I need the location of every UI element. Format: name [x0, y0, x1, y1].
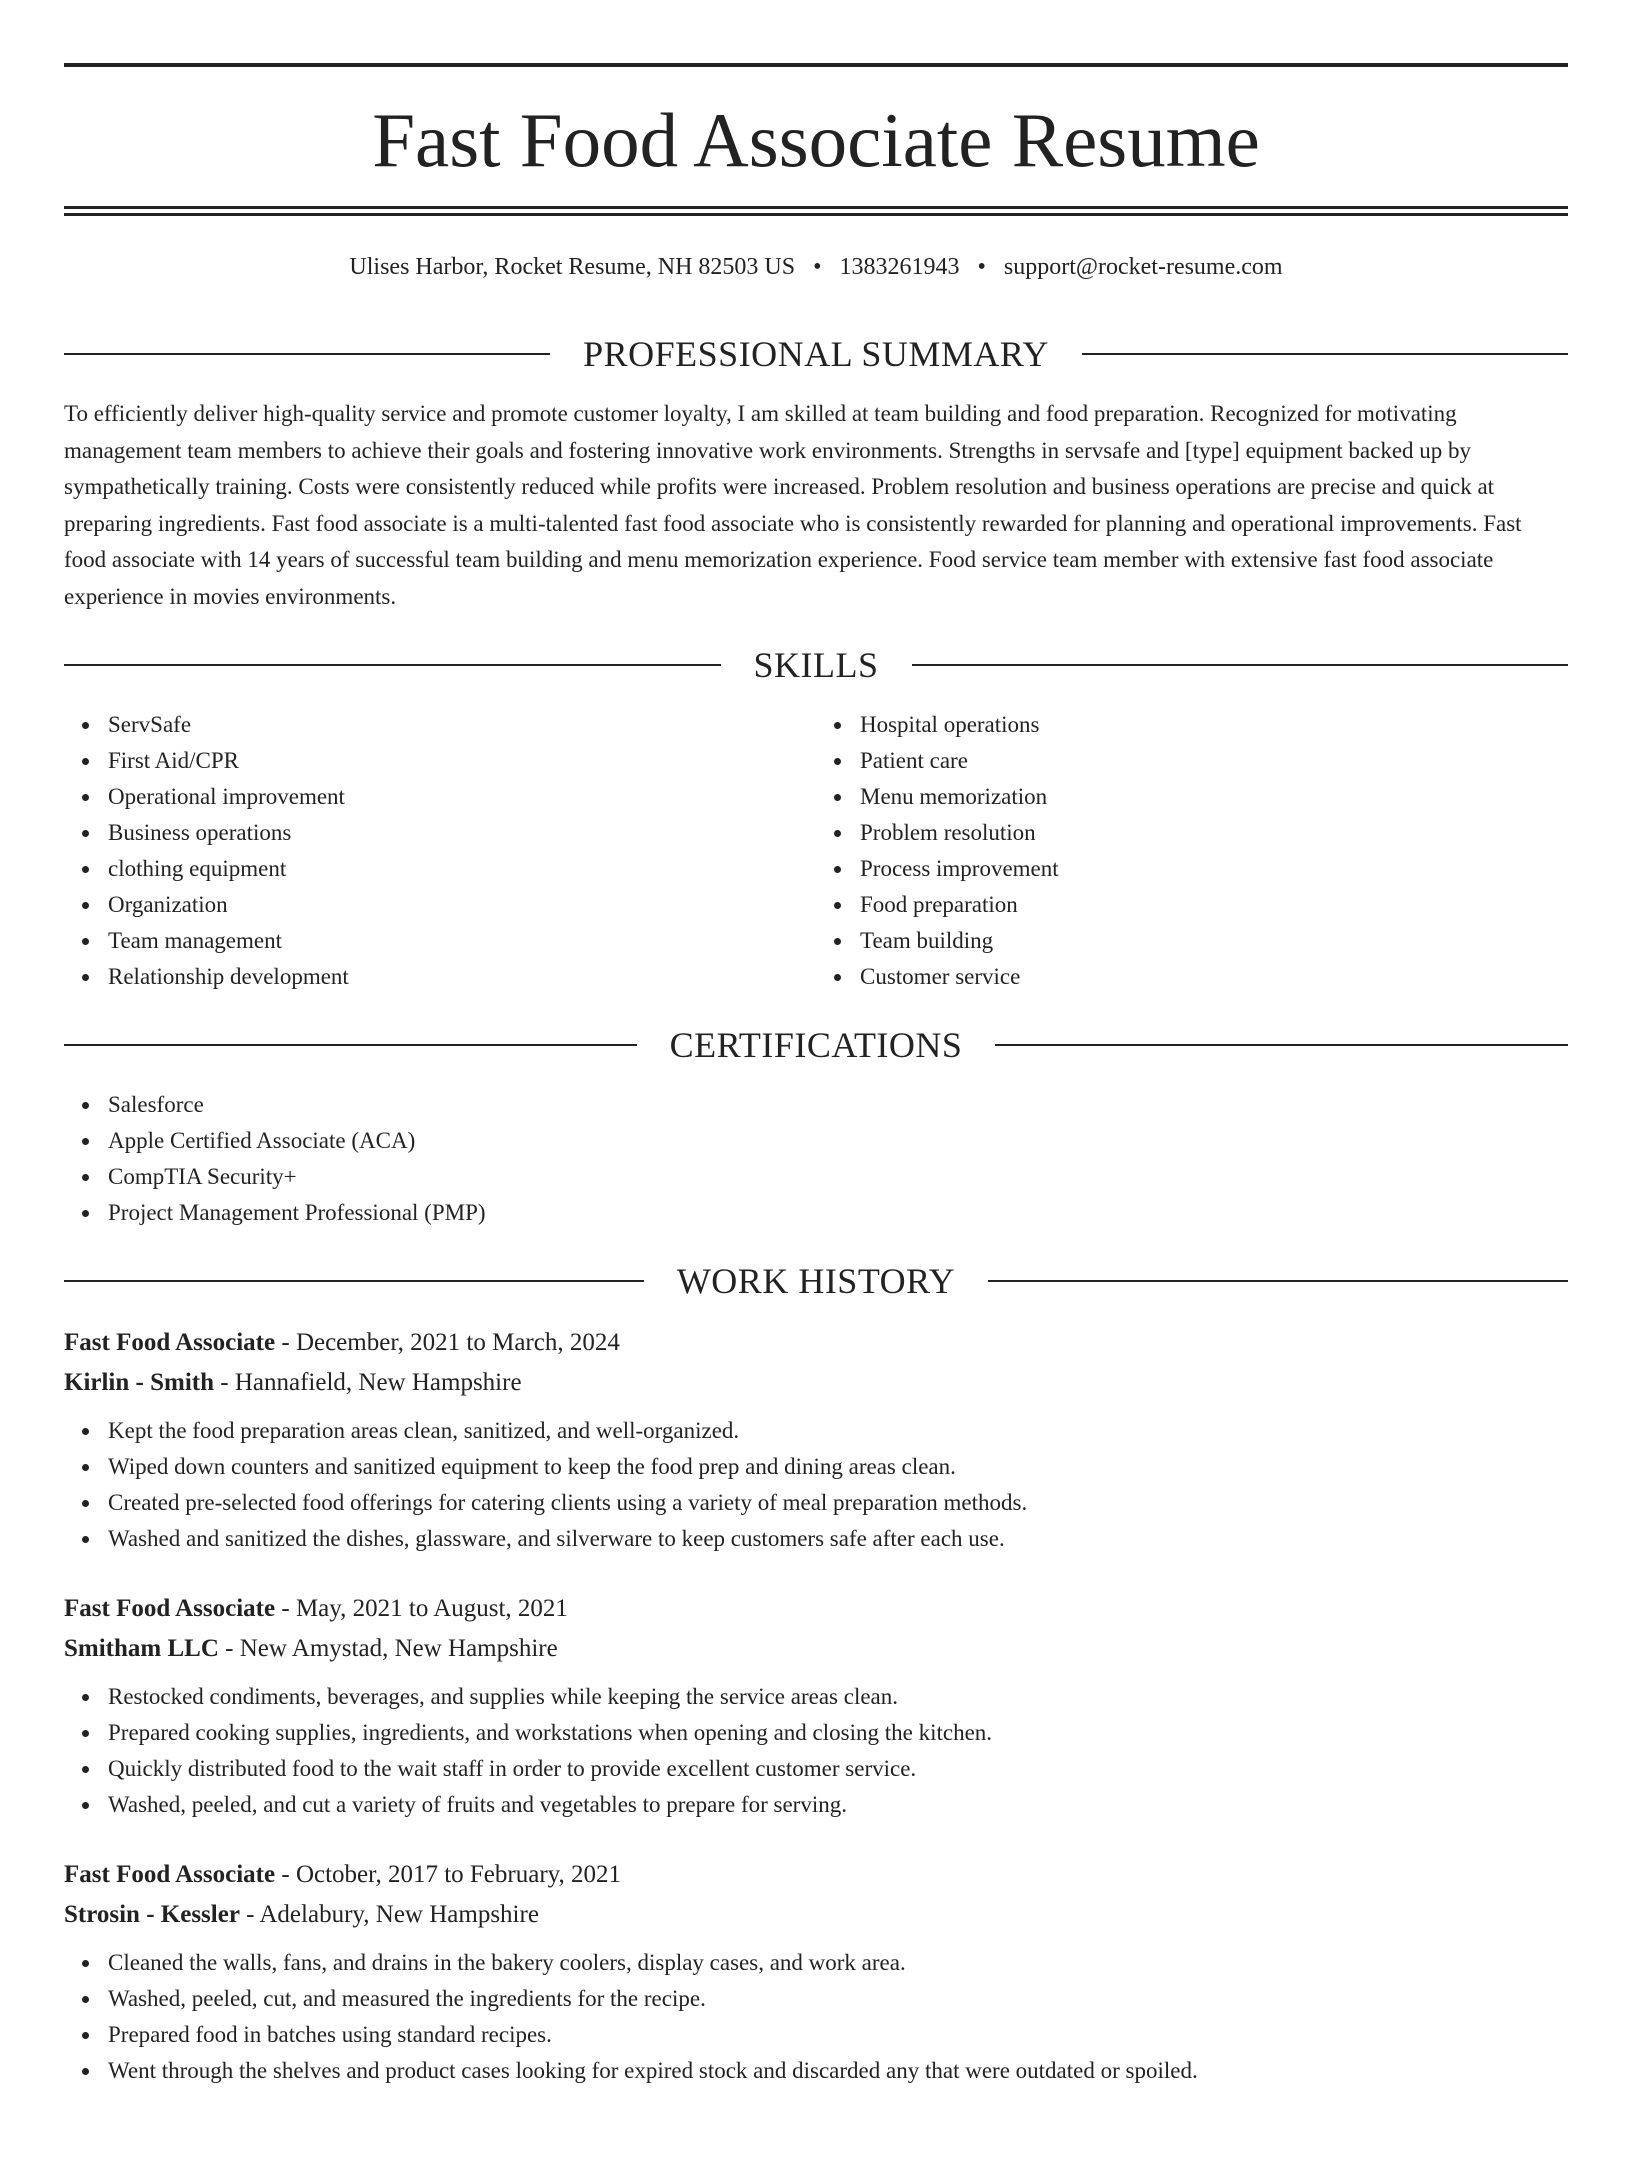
job-location: Adelabury, New Hampshire: [259, 1901, 539, 1928]
certifications-heading-text: CERTIFICATIONS: [669, 1025, 963, 1065]
job-bullet: Washed, peeled, and cut a variety of fruits and vegetables to prepare for serving.: [108, 1787, 1568, 1823]
heading-rule-left: [64, 1280, 644, 1282]
heading-rule-right: [912, 664, 1569, 666]
job-bullet: Kept the food preparation areas clean, sanitized, and well-organized.: [108, 1413, 1568, 1449]
skill-item: First Aid/CPR: [108, 743, 816, 779]
job-company: Smitham LLC: [64, 1635, 219, 1662]
skill-item: Customer service: [860, 959, 1568, 995]
job-company-line: Strosin - Kessler - Adelabury, New Hampshire: [64, 1901, 539, 1928]
certifications-list: [64, 1087, 1568, 1231]
job-entry: [64, 1855, 1568, 2089]
summary-text: To efficiently deliver high-quality service and promote customer loyalty, I am skilled at team building and food preparation. Recognized for motivating management team members to achieve their goals and fostering innovative work environments. Strengths in servsafe and [type] equipment backed up by sympathetically training. Costs were consistently reduced while profits were increased. Problem resolution and business operations are precise and quick at preparing ingredients. Fast food associate is a multi-talented fast food associate who is consistently rewarded for planning and operational improvements. Fast food associate with 14 years of successful team building and menu memorization experience. Food service team member with extensive fast food associate experience in movies environments.: [64, 401, 1522, 609]
job-company-line: Kirlin - Smith - Hannafield, New Hampshire: [64, 1369, 522, 1396]
skill-item: Hospital operations: [860, 707, 1568, 743]
work-history-heading: [64, 1261, 1568, 1301]
top-rule: [64, 63, 1568, 67]
skill-item: Menu memorization: [860, 779, 1568, 815]
work-history-heading-text: WORK HISTORY: [676, 1261, 956, 1301]
heading-rule-left: [64, 1044, 637, 1046]
title-double-rule: [64, 206, 1568, 216]
contact-line: [64, 252, 1568, 282]
job-bullet: Prepared food in batches using standard recipes.: [108, 2017, 1568, 2053]
contact-address: Ulises Harbor, Rocket Resume, NH 82503 US: [349, 254, 796, 280]
heading-rule-right: [995, 1044, 1568, 1046]
job-dates: December, 2021 to March, 2024: [295, 1329, 620, 1356]
skill-item: Team building: [860, 923, 1568, 959]
job-entry: [64, 1589, 1568, 1823]
contact-email: support@rocket-resume.com: [1003, 254, 1283, 280]
job-location: Hannafield, New Hampshire: [234, 1369, 522, 1396]
job-bullet: Cleaned the walls, fans, and drains in the bakery coolers, display cases, and work area.: [108, 1945, 1568, 1981]
job-bullet: Restocked condiments, beverages, and supplies while keeping the service areas clean.: [108, 1679, 1568, 1715]
job-dates: May, 2021 to August, 2021: [295, 1595, 568, 1622]
job-company: Strosin - Kessler: [64, 1901, 240, 1928]
skill-item: Problem resolution: [860, 815, 1568, 851]
job-company-line: Smitham LLC - New Amystad, New Hampshire: [64, 1635, 558, 1662]
job-bullets: [64, 1413, 1568, 1557]
skills-heading: [64, 645, 1568, 685]
skills-columns: [64, 707, 1568, 995]
resume-page: [0, 63, 1632, 2175]
job-bullets: [64, 1945, 1568, 2089]
certification-item: CompTIA Security+: [108, 1159, 1568, 1195]
job-dates: October, 2017 to February, 2021: [295, 1861, 622, 1888]
job-bullets: [64, 1679, 1568, 1823]
skills-heading-text: SKILLS: [753, 645, 879, 685]
job-location: New Amystad, New Hampshire: [239, 1635, 558, 1662]
certification-item: Salesforce: [108, 1087, 1568, 1123]
summary-heading: [64, 334, 1568, 374]
summary-heading-text: PROFESSIONAL SUMMARY: [583, 334, 1049, 374]
certifications-heading: [64, 1025, 1568, 1065]
certification-item: Project Management Professional (PMP): [108, 1195, 1568, 1231]
skill-item: Relationship development: [108, 959, 816, 995]
skill-item: Patient care: [860, 743, 1568, 779]
contact-separator: •: [813, 254, 822, 280]
contact-phone: 1383261943: [839, 254, 960, 280]
job-bullet: Prepared cooking supplies, ingredients, and workstations when opening and closing the kitchen.: [108, 1715, 1568, 1751]
heading-rule-left: [64, 664, 721, 666]
job-title-line: Fast Food Associate - October, 2017 to February, 2021: [64, 1861, 622, 1888]
job-title-line: Fast Food Associate - December, 2021 to March, 2024: [64, 1329, 620, 1356]
skills-list-right: [816, 707, 1568, 995]
skill-item: ServSafe: [108, 707, 816, 743]
skill-item: Food preparation: [860, 887, 1568, 923]
job-bullet: Quickly distributed food to the wait staff in order to provide excellent customer service.: [108, 1751, 1568, 1787]
job-bullet: Created pre-selected food offerings for catering clients using a variety of meal preparation methods.: [108, 1485, 1568, 1521]
job-bullet: Wiped down counters and sanitized equipment to keep the food prep and dining areas clean.: [108, 1449, 1568, 1485]
job-title-line: Fast Food Associate - May, 2021 to August, 2021: [64, 1595, 568, 1622]
resume-title: Fast Food Associate Resume: [372, 97, 1260, 183]
skills-list-left: [64, 707, 816, 995]
contact-separator: •: [977, 254, 986, 280]
heading-rule-left: [64, 353, 550, 355]
certification-item: Apple Certified Associate (ACA): [108, 1123, 1568, 1159]
heading-rule-right: [988, 1280, 1568, 1282]
skill-item: Business operations: [108, 815, 816, 851]
job-bullet: Went through the shelves and product cases looking for expired stock and discarded any that were outdated or spoiled.: [108, 2053, 1568, 2089]
skill-item: clothing equipment: [108, 851, 816, 887]
heading-rule-right: [1082, 353, 1568, 355]
job-title: Fast Food Associate: [64, 1595, 276, 1622]
skill-item: Organization: [108, 887, 816, 923]
job-title: Fast Food Associate: [64, 1329, 276, 1356]
skill-item: Team management: [108, 923, 816, 959]
job-company: Kirlin - Smith: [64, 1369, 215, 1396]
job-bullet: Washed, peeled, cut, and measured the ingredients for the recipe.: [108, 1981, 1568, 2017]
skill-item: Operational improvement: [108, 779, 816, 815]
skill-item: Process improvement: [860, 851, 1568, 887]
job-title: Fast Food Associate: [64, 1861, 276, 1888]
job-entry: [64, 1323, 1568, 1557]
job-bullet: Washed and sanitized the dishes, glassware, and silverware to keep customers safe after each use.: [108, 1521, 1568, 1557]
